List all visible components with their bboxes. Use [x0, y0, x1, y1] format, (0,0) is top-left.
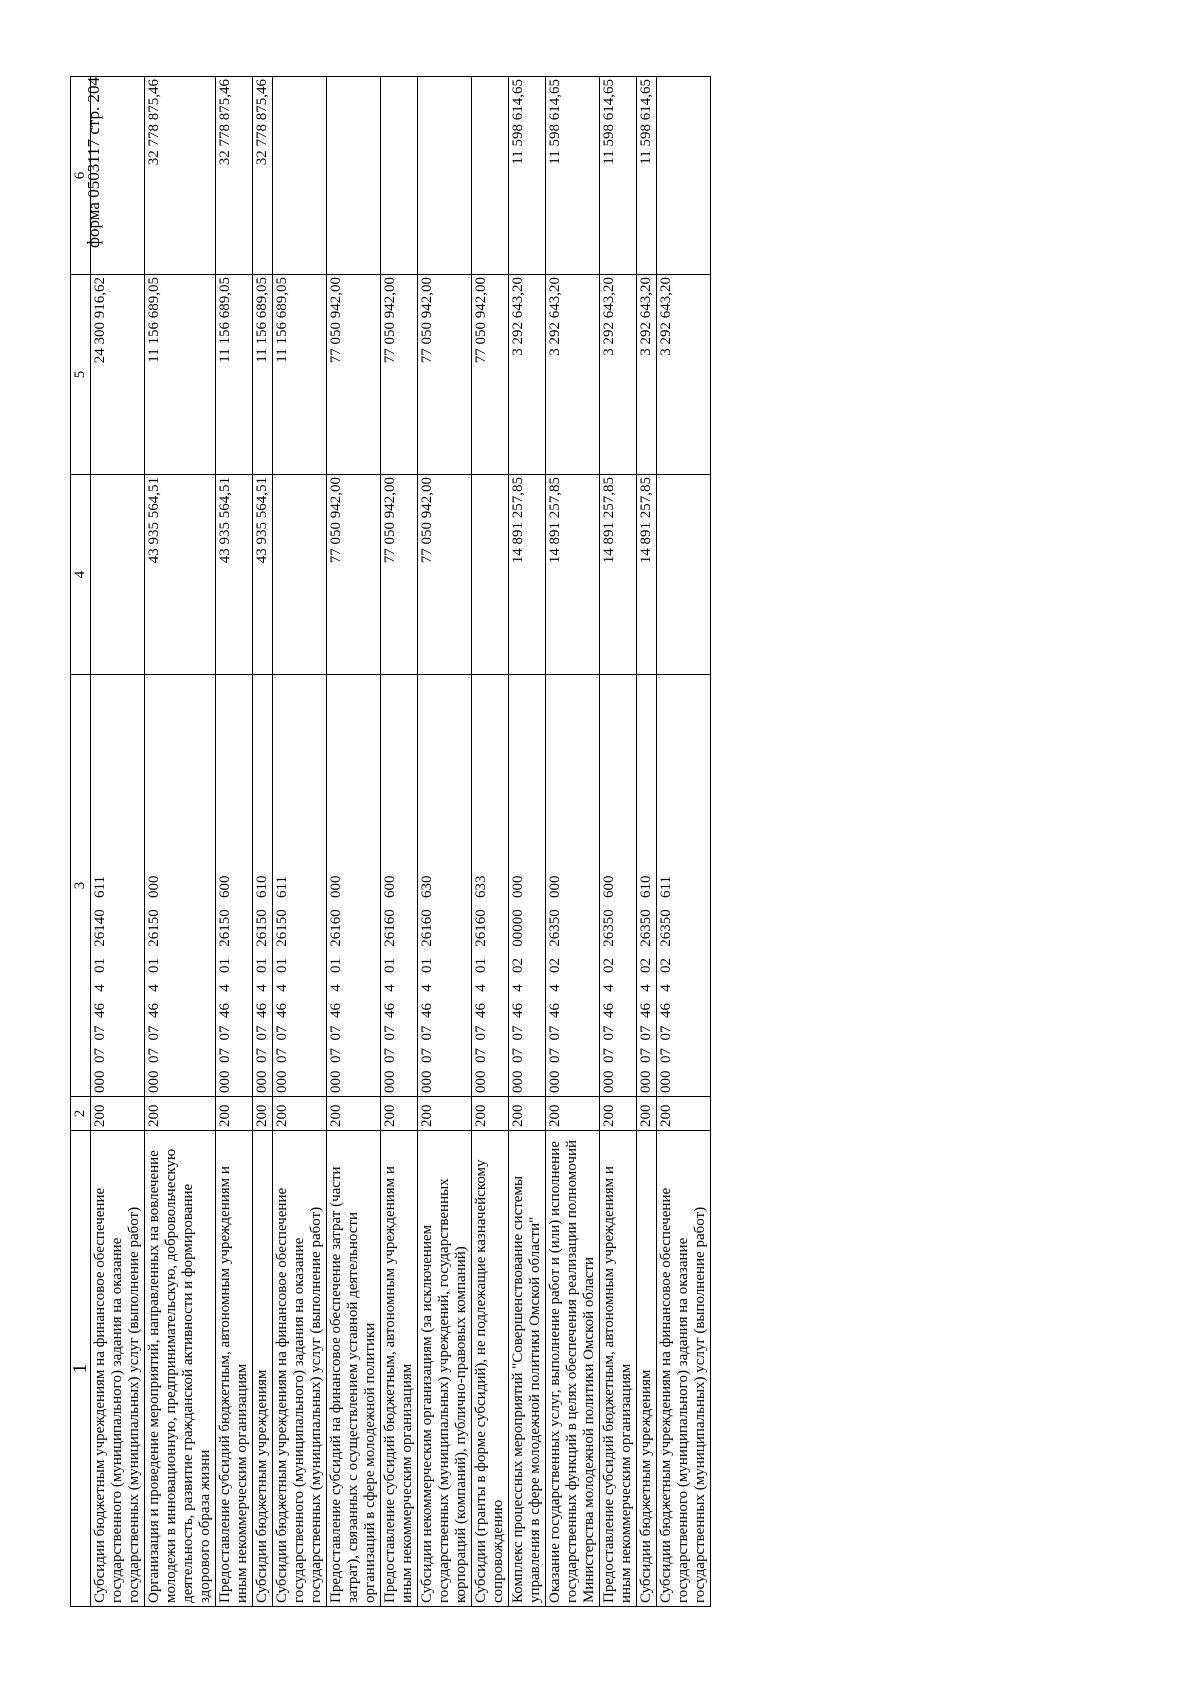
row-executed-cell: 3 292 643,20 — [546, 275, 600, 475]
row-name-cell: Субсидии бюджетным учреждениям на финансовое обеспечение государственного (муниципального) задания на оказание государственных (муниципальных) услуг (выполнение работ) — [91, 1131, 145, 1607]
row-name-cell: Предоставление субсидий бюджетным, автономным учреждениям и иным некоммерческим организациям — [216, 1131, 253, 1607]
row-name-cell: Субсидии (гранты в форме субсидий), не подлежащие казначейскому сопровождению — [472, 1131, 509, 1607]
row-line-code-cell: 200 — [327, 1097, 381, 1131]
row-budget-code-cell: 000 07 07 46 4 01 26150 610 — [253, 675, 273, 1097]
row-executed-cell: 3 292 643,20 — [657, 275, 711, 475]
row-unexecuted-cell — [418, 77, 472, 275]
row-approved-cell: 43 935 564,51 — [145, 475, 216, 675]
row-approved-cell — [273, 475, 327, 675]
row-budget-code-cell: 000 07 07 46 4 02 26350 000 — [546, 675, 600, 1097]
row-unexecuted-cell: 32 778 875,46 — [253, 77, 273, 275]
table-row — [253, 77, 273, 1607]
header-col-5: 5 — [71, 275, 91, 475]
row-line-code-cell: 200 — [657, 1097, 711, 1131]
row-executed-cell: 3 292 643,20 — [509, 275, 546, 475]
row-line-code-cell: 200 — [216, 1097, 253, 1131]
row-approved-cell: 14 891 257,85 — [600, 475, 637, 675]
row-budget-code-cell: 000 07 07 46 4 01 26150 600 — [216, 675, 253, 1097]
row-name-cell: Субсидии бюджетным учреждениям — [253, 1131, 273, 1607]
row-executed-cell: 11 156 689,05 — [273, 275, 327, 475]
table-row — [145, 77, 216, 1607]
row-approved-cell — [657, 475, 711, 675]
table-row — [273, 77, 327, 1607]
row-line-code-cell: 200 — [600, 1097, 637, 1131]
table-row — [216, 77, 253, 1607]
header-col-2: 2 — [71, 1097, 91, 1131]
row-unexecuted-cell: 11 598 614,65 — [509, 77, 546, 275]
row-budget-code-cell: 000 07 07 46 4 02 26350 610 — [637, 675, 657, 1097]
row-line-code-cell: 200 — [546, 1097, 600, 1131]
row-line-code-cell: 200 — [637, 1097, 657, 1131]
row-name-cell: Комплекс процессных мероприятий "Совершенствование системы управления в сфере молодежной политики Омской области" — [509, 1131, 546, 1607]
row-unexecuted-cell — [472, 77, 509, 275]
row-unexecuted-cell — [327, 77, 381, 275]
row-approved-cell — [91, 475, 145, 675]
row-approved-cell: 43 935 564,51 — [216, 475, 253, 675]
row-approved-cell: 14 891 257,85 — [637, 475, 657, 675]
row-unexecuted-cell — [381, 77, 418, 275]
row-line-code-cell: 200 — [381, 1097, 418, 1131]
row-approved-cell — [472, 475, 509, 675]
row-executed-cell: 77 050 942,00 — [327, 275, 381, 475]
table-row — [657, 77, 711, 1607]
row-unexecuted-cell — [91, 77, 145, 275]
row-approved-cell: 77 050 942,00 — [327, 475, 381, 675]
row-unexecuted-cell: 11 598 614,65 — [546, 77, 600, 275]
table-row — [472, 77, 509, 1607]
row-approved-cell: 14 891 257,85 — [546, 475, 600, 675]
row-budget-code-cell: 000 07 07 46 4 01 26150 611 — [273, 675, 327, 1097]
row-name-cell: Субсидии бюджетным учреждениям на финансовое обеспечение государственного (муниципального) задания на оказание государственных (муниципальных) услуг (выполнение работ) — [657, 1131, 711, 1607]
table-row — [418, 77, 472, 1607]
row-executed-cell: 11 156 689,05 — [216, 275, 253, 475]
row-unexecuted-cell: 32 778 875,46 — [216, 77, 253, 275]
row-name-cell: Предоставление субсидий бюджетным, автономным учреждениям и иным некоммерческим организациям — [381, 1131, 418, 1607]
table-row — [637, 77, 657, 1607]
row-budget-code-cell: 000 07 07 46 4 01 26160 600 — [381, 675, 418, 1097]
row-executed-cell: 77 050 942,00 — [472, 275, 509, 475]
row-budget-code-cell: 000 07 07 46 4 01 26140 611 — [91, 675, 145, 1097]
row-executed-cell: 24 300 916,62 — [91, 275, 145, 475]
row-budget-code-cell: 000 07 07 46 4 01 26160 630 — [418, 675, 472, 1097]
table-row — [91, 77, 145, 1607]
row-budget-code-cell: 000 07 07 46 4 01 26160 000 — [327, 675, 381, 1097]
row-name-cell: Предоставление субсидий на финансовое обеспечение затрат (части затрат), связанных с осуществлением уставной деятельности организаций в сфере молодежной политики — [327, 1131, 381, 1607]
row-line-code-cell: 200 — [472, 1097, 509, 1131]
row-unexecuted-cell — [657, 77, 711, 275]
row-budget-code-cell: 000 07 07 46 4 02 26350 600 — [600, 675, 637, 1097]
row-line-code-cell: 200 — [91, 1097, 145, 1131]
row-unexecuted-cell: 11 598 614,65 — [600, 77, 637, 275]
row-line-code-cell: 200 — [509, 1097, 546, 1131]
row-budget-code-cell: 000 07 07 46 4 02 00000 000 — [509, 675, 546, 1097]
header-col-1: 1 — [71, 1131, 91, 1607]
row-unexecuted-cell — [273, 77, 327, 275]
row-budget-code-cell: 000 07 07 46 4 01 26150 000 — [145, 675, 216, 1097]
row-executed-cell: 11 156 689,05 — [253, 275, 273, 475]
row-executed-cell: 77 050 942,00 — [418, 275, 472, 475]
row-name-cell: Субсидии бюджетным учреждениям — [637, 1131, 657, 1607]
header-col-4: 4 — [71, 475, 91, 675]
form-caption: форма 0503117 стр. 204 — [84, 77, 103, 248]
row-executed-cell: 3 292 643,20 — [600, 275, 637, 475]
row-line-code-cell: 200 — [273, 1097, 327, 1131]
row-unexecuted-cell: 32 778 875,46 — [145, 77, 216, 275]
row-executed-cell: 11 156 689,05 — [145, 275, 216, 475]
row-executed-cell: 3 292 643,20 — [637, 275, 657, 475]
table-row — [327, 77, 381, 1607]
row-name-cell: Организация и проведение мероприятий, направленных на вовлечение молодежи в инновационную, предпринимательскую, добровольческую деятельность, развитие гражданской активности и формирование здорового образа жизни — [145, 1131, 216, 1607]
row-name-cell: Субсидии некоммерческим организациям (за исключением государственных (муниципальных) учреждений, государственных корпораций (компаний), публично-правовых компаний) — [418, 1131, 472, 1607]
row-line-code-cell: 200 — [253, 1097, 273, 1131]
row-approved-cell: 43 935 564,51 — [253, 475, 273, 675]
table-row — [546, 77, 600, 1607]
row-name-cell: Оказание государственных услуг, выполнение работ и (или) исполнение государственных функций в целях обеспечения реализации полномочий Министерства молодежной политики Омской области — [546, 1131, 600, 1607]
row-approved-cell: 14 891 257,85 — [509, 475, 546, 675]
header-col-3: 3 — [71, 675, 91, 1097]
row-line-code-cell: 200 — [145, 1097, 216, 1131]
row-name-cell: Субсидии бюджетным учреждениям на финансовое обеспечение государственного (муниципального) задания на оказание государственных (муниципальных) услуг (выполнение работ) — [273, 1131, 327, 1607]
row-approved-cell: 77 050 942,00 — [418, 475, 472, 675]
header-col-6: 6 — [71, 77, 91, 275]
row-budget-code-cell: 000 07 07 46 4 02 26350 611 — [657, 675, 711, 1097]
header-row — [71, 77, 91, 1607]
row-budget-code-cell: 000 07 07 46 4 01 26160 633 — [472, 675, 509, 1097]
table-row — [509, 77, 546, 1607]
report-table — [70, 76, 711, 1607]
row-name-cell: Предоставление субсидий бюджетным, автономным учреждениям и иным некоммерческим организациям — [600, 1131, 637, 1607]
row-executed-cell: 77 050 942,00 — [381, 275, 418, 475]
row-unexecuted-cell: 11 598 614,65 — [637, 77, 657, 275]
row-approved-cell: 77 050 942,00 — [381, 475, 418, 675]
row-line-code-cell: 200 — [418, 1097, 472, 1131]
table-row — [600, 77, 637, 1607]
table-row — [381, 77, 418, 1607]
